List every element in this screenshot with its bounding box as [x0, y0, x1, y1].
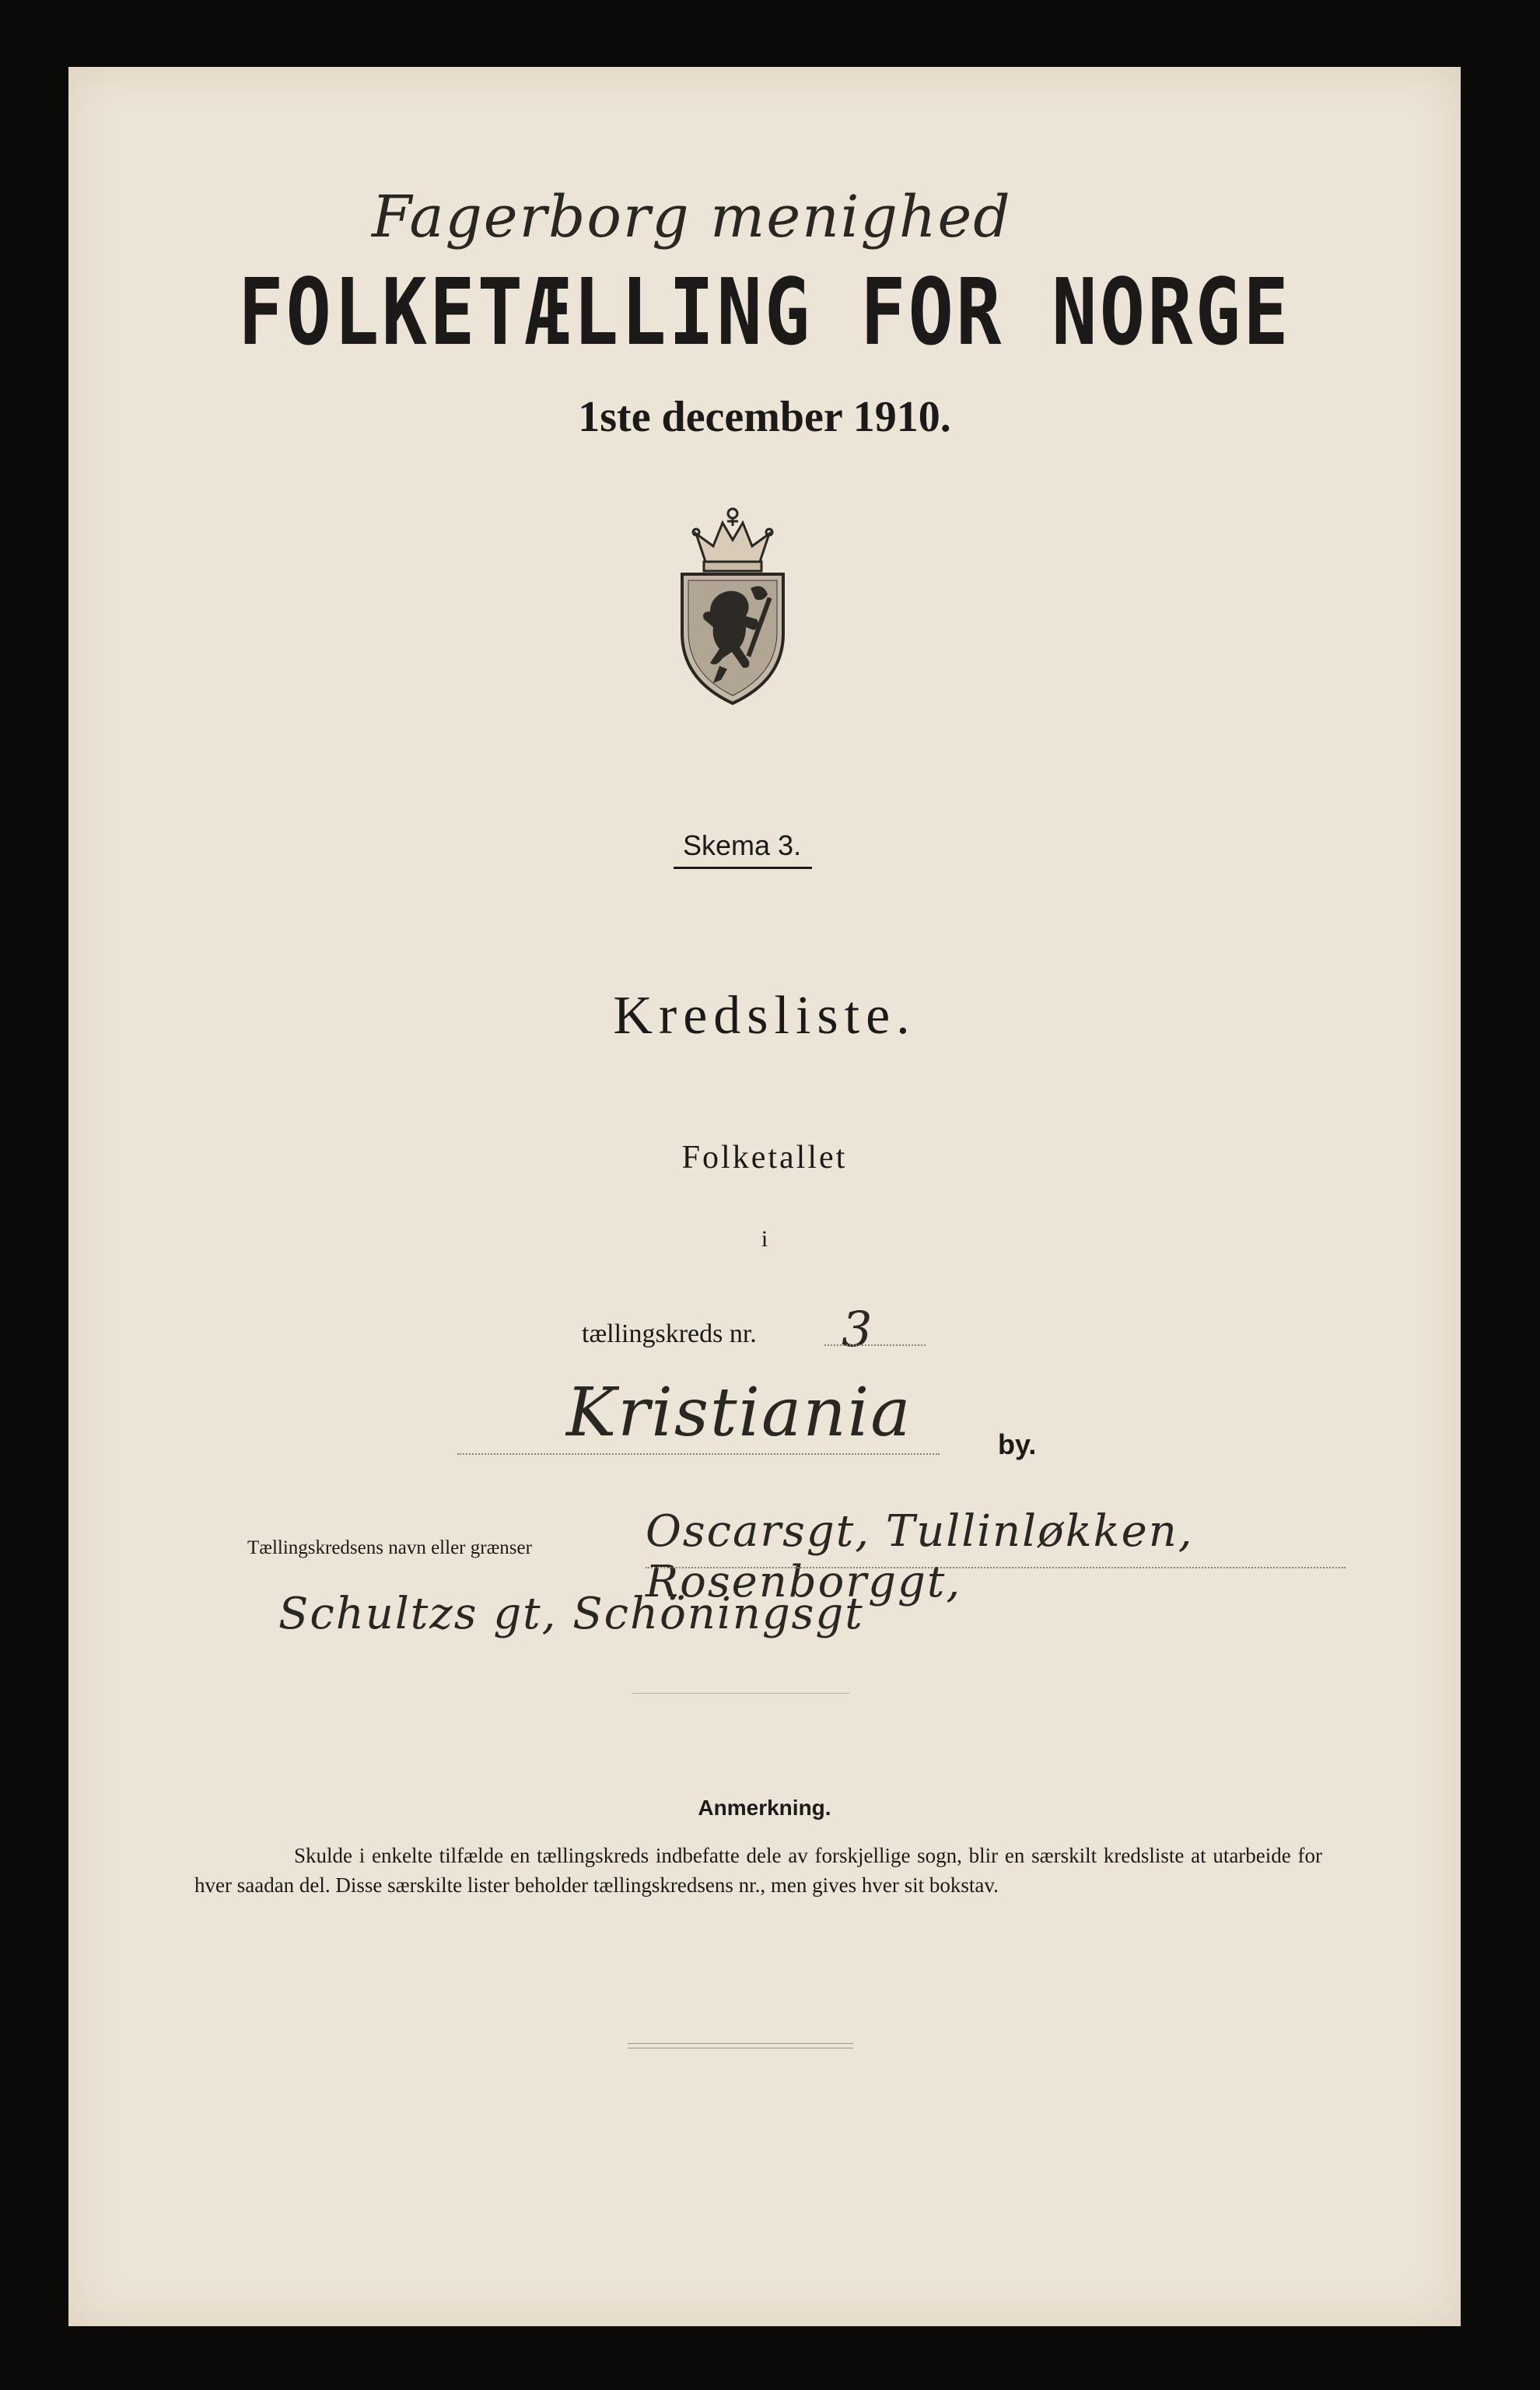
- population-label: Folketallet: [681, 1140, 848, 1176]
- census-form-page: [68, 67, 1461, 2326]
- district-boundaries-line-1: Oscarsgt, Tullinløkken, Rosenborggt,: [646, 1506, 1194, 1607]
- footer-rule: [628, 2043, 853, 2044]
- district-number-field: 3: [842, 1301, 874, 1358]
- district-number-dotted-line: [824, 1344, 926, 1346]
- norwegian-coat-of-arms-icon: [665, 503, 800, 708]
- remark-paragraph: Skulde i enkelte tilfælde en tællingskreds indbefatte dele av forskjellige sogn, blir en særskilt kredsliste at utarbeide for hver saadan del. Disse særskilte lister beholder tællingskredsens nr., men gives hver sit bokstav.: [194, 1844, 1322, 1897]
- handwritten-parish-annotation: Fagerborg menighed: [372, 184, 1012, 251]
- city-dotted-line: [457, 1453, 940, 1455]
- district-boundaries-dotted-line: [646, 1567, 1346, 1568]
- in-word: i: [761, 1226, 768, 1252]
- district-boundaries-line-2: Schultzs gt, Schöningsgt: [278, 1589, 864, 1639]
- city-suffix-label: by.: [998, 1428, 1037, 1460]
- district-number-label: tællingskreds nr.: [582, 1319, 757, 1348]
- schema-underline: [674, 867, 812, 869]
- city-name-field: Kristiania: [566, 1374, 912, 1452]
- remark-heading: Anmerkning.: [698, 1796, 831, 1820]
- district-boundaries-label: Tællingskredsens navn eller grænser: [247, 1537, 532, 1558]
- boundaries-end-rule: [632, 1693, 849, 1694]
- schema-label: Skema 3.: [683, 829, 802, 861]
- page-title: FOLKETÆLLING FOR NORGE: [238, 258, 1291, 366]
- form-title: Kredsliste.: [613, 986, 916, 1046]
- census-date: 1ste december 1910.: [578, 393, 951, 441]
